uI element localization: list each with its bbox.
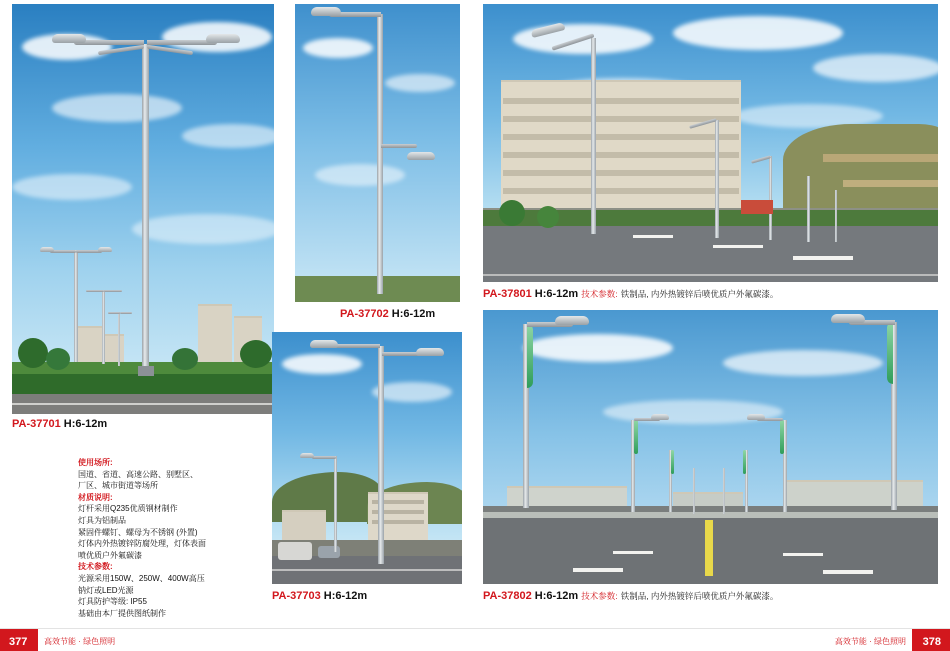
material-line: 灯体内外热镀锌防腐处理，灯体表面: [78, 539, 206, 549]
caption-pa-37703: [272, 590, 367, 602]
material-title: 材质说明:: [78, 492, 113, 502]
tree: [172, 348, 198, 370]
lamp-head-left: [52, 34, 86, 43]
pole-base: [138, 366, 154, 376]
cloud: [12, 174, 132, 200]
lamp-pole: [591, 38, 596, 234]
lamp-head-right: [206, 34, 240, 43]
product-code: PA-37702: [340, 308, 389, 320]
building: [282, 510, 326, 544]
caption-pa-37801: [483, 288, 778, 300]
tech-label: 技术参数:: [581, 289, 618, 299]
lamp-arm-green: [780, 420, 784, 454]
cloud: [673, 16, 843, 50]
tech-label: 技术参数:: [581, 591, 618, 601]
usage-title: 使用场所:: [78, 458, 113, 467]
lamp-arm-green: [743, 450, 746, 474]
lamp-head: [300, 453, 314, 458]
cloud: [282, 354, 362, 374]
tech-title: 技术参数:: [78, 562, 113, 572]
road-center-line: [793, 256, 853, 260]
lamp-pole: [807, 176, 810, 242]
road-lane-line: [613, 551, 653, 554]
building-floor-line: [503, 98, 739, 104]
lamp-pole: [715, 120, 719, 238]
product-height: H:6-12m: [63, 418, 108, 430]
lamp-pole: [118, 312, 120, 366]
road-edge-line: [483, 274, 938, 276]
tech-line: 钠灯或LED光源: [78, 585, 134, 595]
cloud: [182, 124, 274, 148]
lamp-head: [747, 414, 765, 420]
lamp-arm: [104, 290, 122, 292]
tech-line: 灯具防护等级: IP55: [78, 597, 147, 607]
product-height: H:6-12m: [534, 288, 579, 300]
road-marking: [272, 569, 462, 571]
hillside-terrace: [843, 180, 938, 187]
lamp-head: [98, 247, 112, 252]
material-line: 灯具为铝制品: [78, 515, 126, 525]
lamp-pole: [378, 346, 384, 564]
product-photo-pa-37701: [12, 4, 274, 414]
lamp-head: [651, 414, 669, 420]
hillside-terrace: [823, 154, 938, 162]
page-gutter: [474, 0, 475, 628]
lamp-head-right: [416, 348, 444, 356]
cloud: [813, 54, 938, 82]
cloud: [132, 214, 274, 244]
road-marking: [12, 403, 274, 405]
product-code: PA-37701: [12, 418, 61, 430]
lamp-arm-green: [887, 322, 893, 384]
building-floor-line: [503, 134, 739, 140]
cloud: [523, 334, 673, 362]
lamp-arm: [312, 456, 336, 459]
road-lane-line: [573, 568, 623, 572]
bridge-railing: [483, 512, 938, 518]
caption-pa-37701: [12, 418, 107, 430]
cloud: [723, 350, 883, 376]
road-center-line: [633, 235, 673, 238]
product-photo-pa-37702: [295, 4, 460, 302]
lamp-pole: [377, 14, 383, 294]
lamp-head-top: [311, 7, 341, 16]
building-floor-line: [503, 170, 739, 176]
product-photo-pa-37802: [483, 310, 938, 584]
lamp-pole: [723, 468, 725, 514]
lamp-head: [555, 316, 589, 325]
lamp-head-lower: [407, 152, 435, 160]
cloud: [603, 400, 783, 424]
lamp-arm: [86, 290, 104, 292]
lamp-head-left: [310, 340, 338, 348]
tech-line: 光源采用150W、250W、400W高压: [78, 573, 205, 583]
lamp-pole: [334, 456, 337, 552]
lamp-arm-green: [671, 450, 674, 474]
green-belt: [12, 374, 274, 396]
road-center-line: [713, 245, 763, 248]
cloud: [385, 74, 455, 92]
product-height: H:6-12m: [391, 308, 436, 320]
product-height: H:6-12m: [534, 590, 579, 602]
tree: [18, 338, 48, 368]
lamp-pole: [102, 290, 105, 364]
lamp-arm-green: [527, 324, 533, 388]
lamp-arm-green: [634, 420, 638, 454]
building-floor-line: [503, 188, 739, 194]
building: [198, 304, 232, 368]
billboard: [741, 200, 773, 214]
lamp-head: [40, 247, 54, 252]
road-lane-line: [783, 553, 823, 556]
product-height: H:6-12m: [323, 590, 368, 602]
cloud: [52, 94, 182, 122]
cloud: [372, 382, 452, 402]
material-line: 喷优质户外氟碳漆: [78, 550, 142, 560]
page-number-right: 378: [922, 636, 941, 648]
product-code: PA-37703: [272, 590, 321, 602]
cloud: [315, 164, 405, 186]
road-center-line: [705, 520, 713, 576]
specifications-block: [78, 457, 288, 619]
cloud: [303, 38, 373, 58]
footer-text-right: 高效节能 · 绿色照明: [834, 637, 906, 646]
material-line: 灯杆采用Q235优质钢材制作: [78, 504, 178, 514]
tech-text: 铁制品, 内外热镀锌后喷优质户外氟碳漆。: [620, 591, 779, 601]
page-number-left: 377: [9, 636, 28, 648]
product-code: PA-37802: [483, 590, 532, 602]
footer-text-left: 高效节能 · 绿色照明: [44, 637, 116, 646]
product-code: PA-37801: [483, 288, 532, 300]
lamp-arm-lower: [381, 144, 417, 148]
usage-line: 国道、省道、高速公路、别墅区、: [78, 469, 198, 479]
tree: [240, 340, 272, 368]
tech-text: 铁制品, 内外热镀锌后喷优质户外氟碳漆。: [620, 289, 779, 299]
lamp-arm: [120, 312, 132, 314]
lamp-pole: [142, 44, 149, 374]
usage-line: 厂区、城市街道等场所: [78, 481, 158, 491]
lamp-pole: [769, 156, 772, 240]
material-line: 紧固件螺钉、螺母为不锈钢 (外置): [78, 527, 198, 537]
tech-line: 基础由本厂提供图纸制作: [78, 608, 166, 618]
vehicle: [278, 542, 312, 560]
roadside-tree: [537, 206, 559, 228]
lamp-pole: [693, 468, 695, 514]
building-floor-line: [503, 152, 739, 158]
road-lane-line: [823, 570, 873, 574]
caption-pa-37802: [483, 590, 778, 602]
product-photo-pa-37801: [483, 4, 938, 282]
lamp-pole: [835, 190, 837, 242]
lamp-pole: [74, 250, 78, 362]
caption-pa-37702: [340, 308, 435, 320]
roadside-tree: [499, 200, 525, 226]
tree: [46, 348, 70, 370]
lamp-head: [831, 314, 865, 323]
footer-divider: [0, 628, 950, 651]
lamp-arm: [108, 312, 120, 314]
product-photo-pa-37703: [272, 332, 462, 584]
